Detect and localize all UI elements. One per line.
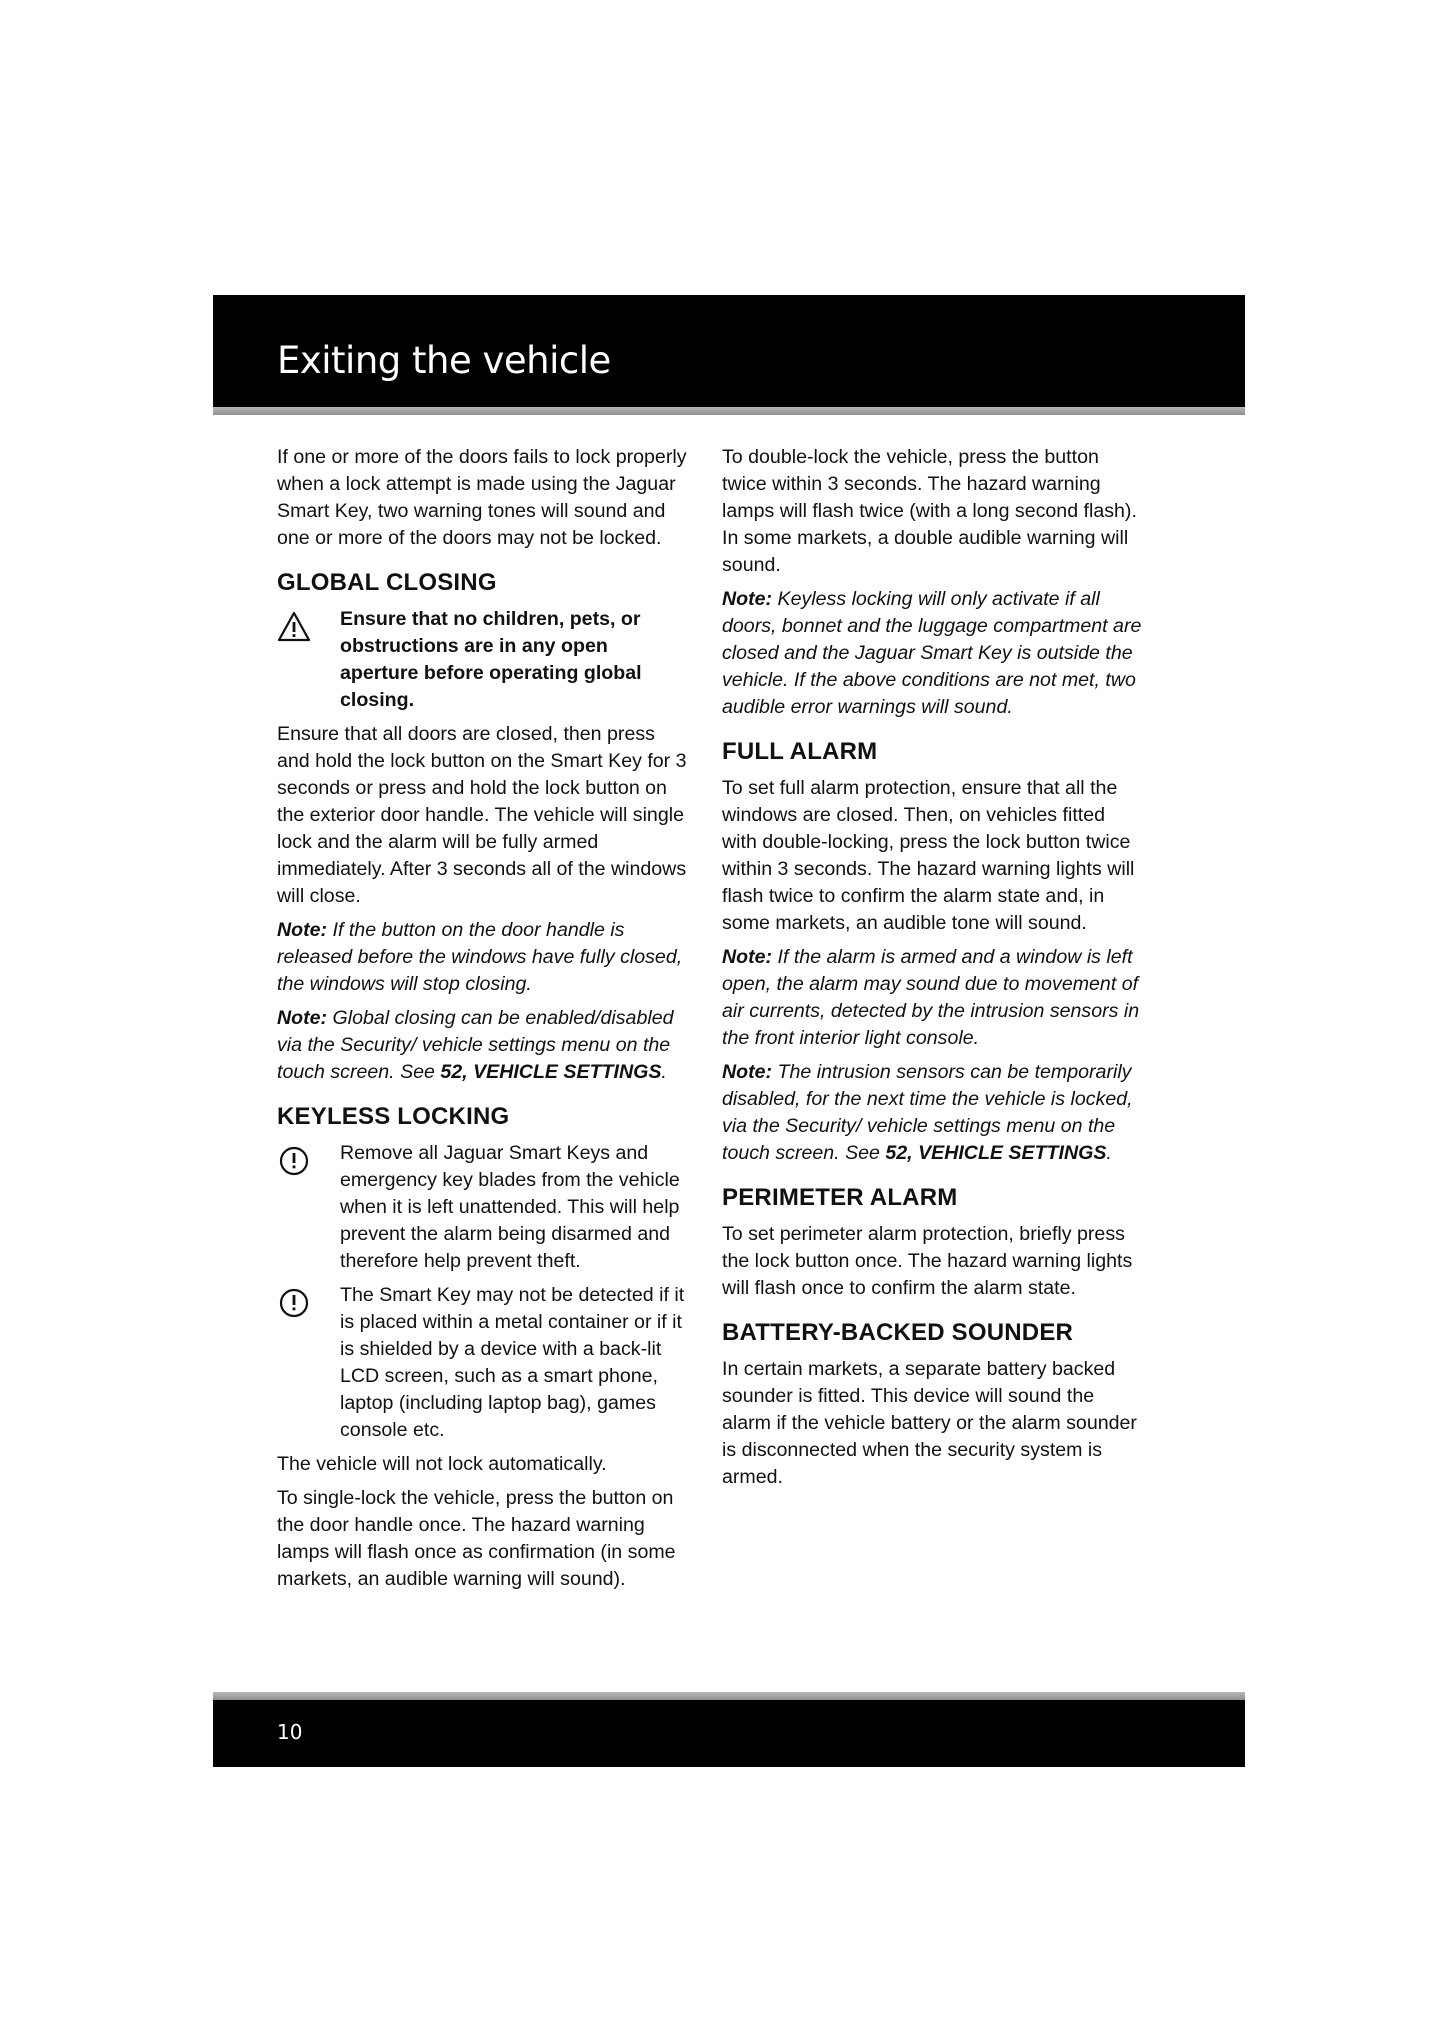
note-label: Note: bbox=[722, 1061, 773, 1083]
note-label: Note: bbox=[722, 946, 773, 968]
caution-circle-icon bbox=[277, 1144, 311, 1178]
battery-sounder-body: In certain markets, a separate battery backed sounder is fitted. This device will sound the alarm if the vehicle battery or the alarm sounder is disconnected when the security system is armed. bbox=[722, 1358, 1137, 1488]
battery-sounder-heading: BATTERY-BACKED SOUNDER bbox=[722, 1319, 1074, 1346]
page-number: 10 bbox=[277, 1720, 303, 1744]
header-bar bbox=[213, 295, 1245, 407]
keyless-paragraph-1: The vehicle will not lock automatically. bbox=[277, 1453, 607, 1475]
global-closing-warning bbox=[277, 606, 687, 714]
full-alarm-note-1 bbox=[722, 944, 1142, 1052]
cross-reference-link[interactable]: 52, VEHICLE SETTINGS bbox=[885, 1142, 1107, 1164]
page-title: Exiting the vehicle bbox=[277, 339, 611, 382]
intro-paragraph: If one or more of the doors fails to lock properly when a lock attempt is made using the Jaguar Smart Key, two warning tones will sound and one or more of the doors may not be locked. bbox=[277, 446, 687, 549]
keyless-locking-heading: KEYLESS LOCKING bbox=[277, 1103, 510, 1130]
global-closing-note-1 bbox=[277, 917, 687, 998]
footer-rule bbox=[213, 1692, 1245, 1700]
note-end: . bbox=[1106, 1142, 1112, 1164]
note-text: The intrusion sensors can be temporarily disabled, for the next time the vehicle is locked, via the Security/ vehicle settings menu on the touch screen. See bbox=[722, 1061, 1133, 1164]
warning-text: Ensure that no children, pets, or obstructions are in any open aperture before operating global closing. bbox=[340, 608, 642, 711]
header-rule bbox=[213, 407, 1245, 415]
global-closing-body: Ensure that all doors are closed, then press and hold the lock button on the Smart Key for 3 seconds or press and hold the lock button on the exterior door handle. The vehicle will single lock and the alarm will be fully armed immediately. After 3 seconds all of the windows will close. bbox=[277, 723, 687, 907]
keyless-caution-2 bbox=[277, 1282, 687, 1444]
caution-text: Remove all Jaguar Smart Keys and emergency key blades from the vehicle when it is left unattended. This will help prevent the alarm being disarmed and therefore help prevent theft. bbox=[340, 1142, 680, 1272]
note-text: Keyless locking will only activate if all doors, bonnet and the luggage compartment are closed and the Jaguar Smart Key is outside the vehicle. If the above conditions are not met, two audible error warnings will sound. bbox=[722, 588, 1142, 718]
full-alarm-heading: FULL ALARM bbox=[722, 738, 878, 765]
full-alarm-note-2 bbox=[722, 1059, 1142, 1167]
global-closing-note-2 bbox=[277, 1005, 687, 1086]
keyless-paragraph-2: To single-lock the vehicle, press the button on the door handle once. The hazard warning lamps will flash once as confirmation (in some markets, an audible warning will sound). bbox=[277, 1487, 676, 1590]
full-alarm-body: To set full alarm protection, ensure that all the windows are closed. Then, on vehicles fitted with double-locking, press the lock button twice within 3 seconds. The hazard warning lights will flash twice to confirm the alarm state and, in some markets, an audible tone will sound. bbox=[722, 777, 1135, 934]
global-closing-heading: GLOBAL CLOSING bbox=[277, 569, 497, 596]
warning-triangle-icon bbox=[277, 610, 311, 644]
note-label: Note: bbox=[722, 588, 773, 610]
double-lock-paragraph: To double-lock the vehicle, press the button twice within 3 seconds. The hazard warning lamps will flash twice (with a long second flash). In some markets, a double audible warning will sound. bbox=[722, 446, 1137, 576]
keyless-note bbox=[722, 586, 1142, 721]
note-text: If the button on the door handle is released before the windows have fully closed, the windows will stop closing. bbox=[277, 919, 683, 995]
note-text: Global closing can be enabled/disabled via the Security/ vehicle settings menu on the touch screen. See bbox=[277, 1007, 674, 1083]
keyless-caution-1 bbox=[277, 1140, 687, 1275]
note-label: Note: bbox=[277, 1007, 328, 1029]
caution-text: The Smart Key may not be detected if it is placed within a metal container or if it is shielded by a device with a back-lit LCD screen, such as a smart phone, laptop (including laptop bag), games console etc. bbox=[340, 1284, 685, 1441]
right-column bbox=[722, 444, 1142, 1498]
note-text: If the alarm is armed and a window is left open, the alarm may sound due to movement of air currents, detected by the intrusion sensors in the front interior light console. bbox=[722, 946, 1140, 1049]
perimeter-alarm-heading: PERIMETER ALARM bbox=[722, 1184, 958, 1211]
cross-reference-link[interactable]: 52, VEHICLE SETTINGS bbox=[440, 1061, 662, 1083]
caution-circle-icon bbox=[277, 1286, 311, 1320]
footer-bar bbox=[213, 1700, 1245, 1767]
note-label: Note: bbox=[277, 919, 328, 941]
perimeter-alarm-body: To set perimeter alarm protection, briefly press the lock button once. The hazard warning lights will flash once to confirm the alarm state. bbox=[722, 1223, 1133, 1299]
left-column bbox=[277, 444, 687, 1600]
note-end: . bbox=[661, 1061, 667, 1083]
